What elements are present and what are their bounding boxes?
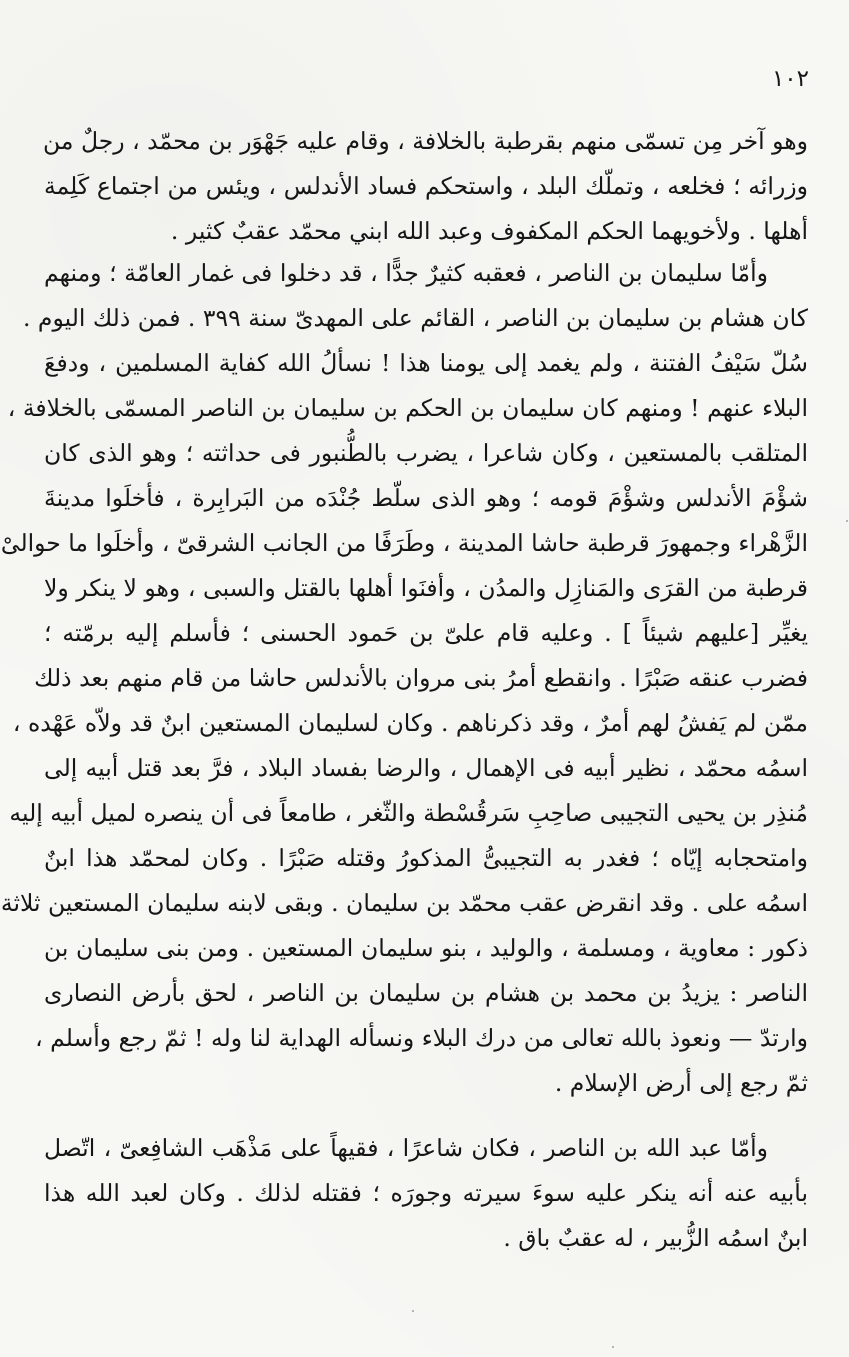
text-line: بأبيه عنه أنه ينكر عليه سوءَ سيرته وجورَه ؛ فقتله لذلك . وكان لعبد الله هذا — [44, 1179, 808, 1207]
text-line: البلاء عنهم ! ومنهم كان سليمان بن الحكم بن سليمان بن الناصر المسمّى بالخلافة ، — [7, 394, 808, 422]
text-line: ابنٌ اسمُه الزُّبير ، له عقبٌ باق . — [503, 1224, 808, 1252]
text-line: ممّن لم يَفشُ لهم أمرٌ ، وقد ذكرناهم . وكان لسليمان المستعين ابنٌ قد ولاّه عَهْده ، — [12, 709, 808, 737]
text-line: كان هشام بن سليمان بن الناصر ، القائم على المهدىّ سنة ٣٩٩ . فمن ذلك اليوم . — [22, 304, 808, 332]
text-line: وأمّا عبد الله بن الناصر ، فكان شاعرًا ، فقيهاً على مَذْهَب الشافِعىّ ، اتّصل — [44, 1134, 768, 1162]
text-line: الزَّهْراء وجمهورَ قرطبة حاشا المدينة ، وطَرَفًا من الجانب الشرقىّ ، وأخلَوا ما حوالىْ — [0, 529, 808, 557]
text-line: سُلّ سَيْفُ الفتنة ، ولم يغمد إلى يومنا هذا ! نسألُ الله كفاية المسلمين ، ودفعَ — [44, 349, 808, 377]
scan-speck — [612, 1346, 614, 1348]
text-line: يغيِّر [عليهم شيئاً ] . وعليه قام علىّ بن حَمود الحسنى ؛ فأسلم إليه برمّته ؛ — [44, 619, 808, 647]
paragraph-1 — [44, 119, 808, 254]
page-number: ١٠٢ — [771, 66, 809, 92]
text-line: أهلها . ولأخويهما الحكم المكفوف وعبد الله ابني محمّد عقبٌ كثير . — [170, 217, 808, 245]
paragraph-2 — [0, 251, 808, 1106]
text-line: قرطبة من القرَى والمَنازِل والمدُن ، وأفنَوا أهلها بالقتل والسبى ، وهو لا ينكر ولا — [44, 574, 808, 602]
text-line: وأمّا سليمان بن الناصر ، فعقبه كثيرٌ جدًّا ، قد دخلوا فى غمار العامّة ؛ ومنهم — [44, 259, 768, 287]
text-line: وامتحجابه إيّاه ؛ فغدر به التجيبىُّ المذكورُ وقتله صَبْرًا . وكان لمحمّد هذا ابنٌ — [44, 844, 808, 872]
scan-speck — [412, 1310, 414, 1312]
text-line: وهو آخر مِن تسمّى منهم بقرطبة بالخلافة ، وقام عليه جَهْوَر بن محمّد ، رجلٌ من — [43, 127, 808, 155]
text-line: اسمُه على . وقد انقرض عقب محمّد بن سليمان . وبقى لابنه سليمان المستعين ثلاثة — [0, 889, 808, 917]
text-line: اسمُه محمّد ، نظير أبيه فى الإهمال ، والرضا بفساد البلاد ، فرَّ بعد قتل أبيه إلى — [44, 754, 808, 782]
text-line: ثمّ رجع إلى أرض الإسلام . — [554, 1069, 808, 1097]
text-line: شؤْمَ الأندلس وشؤْمَ قومه ؛ وهو الذى سلّط جُنْدَه من البَرابِرة ، فأخلَوا مدينةَ — [44, 484, 808, 512]
text-line: مُنذِر بن يحيى التجيبى صاحِبِ سَرقُسْطة والثّغر ، طامعاً فى أن ينصره لميل أبيه إليه — [9, 799, 808, 827]
text-line: ذكور : معاوية ، ومسلمة ، والوليد ، بنو سليمان المستعين . ومن بنى سليمان بن — [44, 934, 808, 962]
scan-speck — [846, 520, 848, 522]
paragraph-3 — [44, 1126, 808, 1261]
text-line: وزرائه ؛ فخلعه ، وتملّك البلد ، واستحكم فساد الأندلس ، ويئس من اجتماع كَلِمة — [44, 172, 808, 200]
text-line: فضرب عنقه صَبْرًا . وانقطع أمرُ بنى مروان بالأندلس حاشا من قام منهم بعد ذلك — [34, 664, 808, 692]
text-line: الناصر : يزيدُ بن محمد بن هشام بن سليمان بن الناصر ، لحق بأرض النصارى — [44, 979, 808, 1007]
text-line: المتلقب بالمستعين ، وكان شاعرا ، يضرب بالطُّنبور فى حداثته ؛ وهو الذى كان — [44, 439, 808, 467]
text-line: وارتدّ — ونعوذ بالله تعالى من درك البلاء ونسأله الهداية لنا وله ! ثمّ رجع وأسلم ، — [35, 1024, 808, 1052]
